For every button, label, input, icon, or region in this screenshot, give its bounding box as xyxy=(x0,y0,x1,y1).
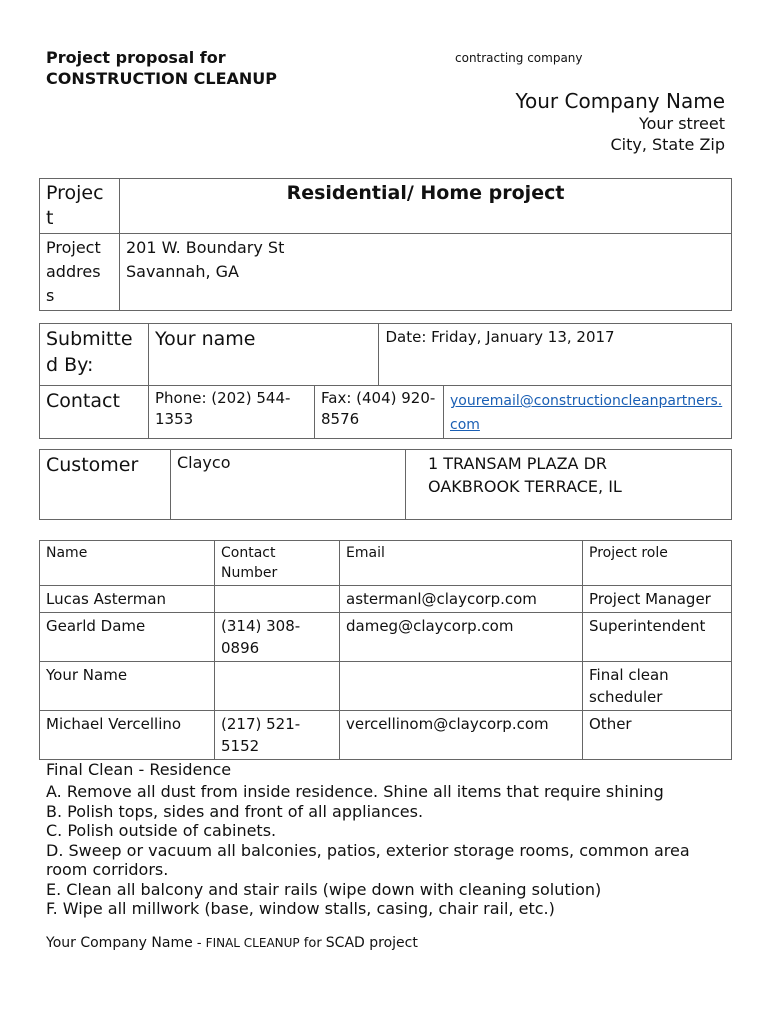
table-row xyxy=(40,586,732,613)
customer-name: Clayco xyxy=(171,450,406,520)
contact-email: astermanl@claycorp.com xyxy=(340,586,583,613)
table-row xyxy=(40,662,732,711)
project-table xyxy=(39,178,732,311)
customer-address xyxy=(406,450,732,520)
contacts-table xyxy=(39,540,732,760)
page-footer xyxy=(46,934,418,953)
contact-role: Superintendent xyxy=(583,613,732,662)
footer-final-cleanup: FINAL CLEANUP xyxy=(205,936,300,950)
customer-address-line1: 1 TRANSAM PLAZA DR xyxy=(428,454,608,473)
column-header-name: Name xyxy=(40,541,215,586)
column-header-contact-number: Contact Number xyxy=(215,541,340,586)
list-item: A. Remove all dust from inside residence. Shine all items that require shining xyxy=(46,782,664,801)
company-street: Your street xyxy=(638,114,725,133)
scope-list xyxy=(46,782,730,919)
contact-number xyxy=(215,662,340,711)
table-row xyxy=(40,613,732,662)
scope-heading: Final Clean - Residence xyxy=(46,760,232,779)
project-address-line2: Savannah, GA xyxy=(126,262,239,281)
footer-separator: - xyxy=(192,936,206,951)
proposal-title-line2: CONSTRUCTION CLEANUP xyxy=(46,69,278,88)
contact-email-cell xyxy=(444,386,732,439)
customer-address-line2: OAKBROOK TERRACE, IL xyxy=(428,477,622,496)
contact-fax: Fax: (404) 920-8576 xyxy=(315,386,444,439)
submission-date: Date: Friday, January 13, 2017 xyxy=(379,324,732,386)
contact-role: Final clean scheduler xyxy=(583,662,732,711)
project-address-label: Project addres s xyxy=(40,234,120,311)
company-name: Your Company Name xyxy=(515,89,725,113)
contact-name: Michael Vercellino xyxy=(40,711,215,760)
project-address-line1: 201 W. Boundary St xyxy=(126,238,285,257)
column-header-project-role: Project role xyxy=(583,541,732,586)
contracting-company-label: contracting company xyxy=(455,51,583,65)
footer-for: for xyxy=(299,936,326,951)
contact-number xyxy=(215,586,340,613)
list-item: B. Polish tops, sides and front of all appliances. xyxy=(46,801,424,821)
contact-email: dameg@claycorp.com xyxy=(340,613,583,662)
contact-role: Project Manager xyxy=(583,586,732,613)
contact-label: Contact xyxy=(40,386,149,439)
footer-company: Your Company Name xyxy=(46,935,193,951)
contact-name: Your Name xyxy=(40,662,215,711)
contact-number: (314) 308-0896 xyxy=(215,613,340,662)
footer-project: SCAD project xyxy=(325,935,418,951)
proposal-title-line1: Project proposal for xyxy=(46,48,226,67)
list-item: F. Wipe all millwork (base, window stalls, casing, chair rail, etc.) xyxy=(46,899,555,918)
contact-name: Gearld Dame xyxy=(40,613,215,662)
submitted-table xyxy=(39,323,732,439)
list-item: D. Sweep or vacuum all balconies, patios, exterior storage rooms, common area room corridors. xyxy=(46,840,690,879)
list-item: C. Polish outside of cabinets. xyxy=(46,821,277,840)
customer-label: Customer xyxy=(40,450,171,520)
project-label: Projec t xyxy=(40,179,120,234)
submitter-name: Your name xyxy=(149,324,379,386)
contact-role: Other xyxy=(583,711,732,760)
contact-email xyxy=(340,662,583,711)
project-name: Residential/ Home project xyxy=(120,179,732,234)
contact-email: vercellinom@claycorp.com xyxy=(340,711,583,760)
contact-phone: Phone: (202) 544-1353 xyxy=(149,386,315,439)
contact-number: (217) 521-5152 xyxy=(215,711,340,760)
contacts-header-row xyxy=(40,541,732,586)
list-item: E. Clean all balcony and stair rails (wipe down with cleaning solution) xyxy=(46,879,602,899)
contact-name: Lucas Asterman xyxy=(40,586,215,613)
submitted-by-label: Submitte d By: xyxy=(40,324,149,386)
customer-table xyxy=(39,449,732,520)
contact-email-link[interactable]: youremail@constructioncleanpartners.com xyxy=(450,393,723,433)
table-row xyxy=(40,711,732,760)
company-city: City, State Zip xyxy=(610,135,725,154)
column-header-email: Email xyxy=(340,541,583,586)
project-address xyxy=(120,234,732,311)
